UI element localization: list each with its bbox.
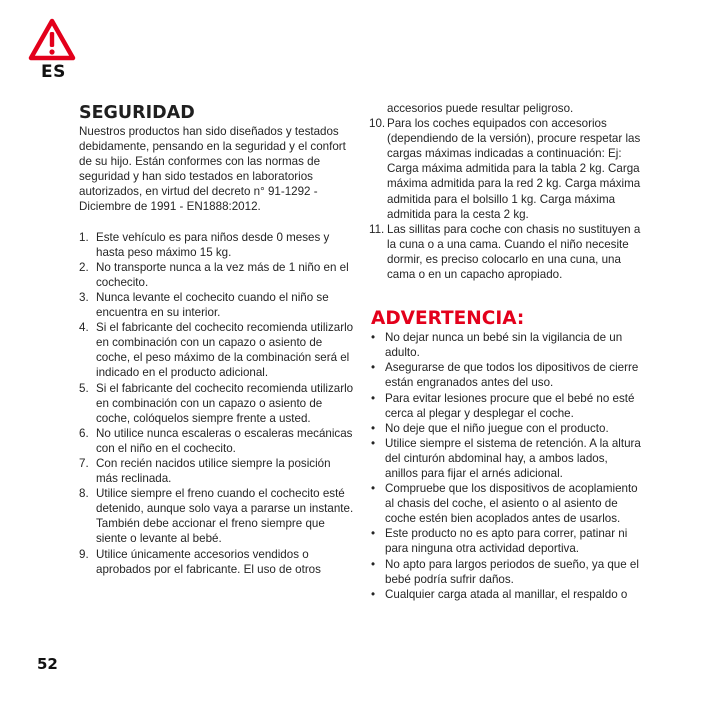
bullet-icon: •	[371, 391, 376, 405]
list-item-number: 10.	[369, 117, 386, 131]
list-item-text: Este producto no es apto para correr, patinar ni para ninguna otra actividad deportiva.	[385, 527, 628, 556]
seguridad-list	[79, 230, 354, 577]
list-item-number: 6.	[79, 426, 89, 440]
warning-triangle-icon	[27, 17, 77, 62]
list-item-text: Compruebe que los dispositivos de acoplamiento al chasis del coche, el asiento o al asiento de coche estén bien acoplados antes de usarlos.	[385, 482, 638, 526]
list-item	[371, 436, 641, 481]
page-number: 52	[37, 655, 58, 673]
list-item	[371, 330, 641, 360]
list-item-text: No deje que el niño juegue con el producto.	[385, 421, 609, 435]
list-item-number: 9.	[79, 547, 89, 561]
seguridad-list-continued	[371, 116, 641, 282]
list-item-text: Utilice siempre el freno cuando el cochecito esté detenido, aunque solo vaya a pararse un instante. También debe accionar el freno siempre que siente o levante al bebé.	[96, 487, 354, 546]
list-item-number: 3.	[79, 290, 89, 304]
list-item	[371, 587, 641, 602]
list-item-number: 11.	[369, 222, 385, 236]
bullet-icon: •	[371, 587, 376, 601]
list-item	[371, 360, 641, 390]
list-item-text: Utilice siempre el sistema de retención. A la altura del cinturón abdominal hay, a ambos lados, anillos para fijar el arnés adicional.	[385, 436, 641, 480]
list-item	[79, 456, 354, 486]
list-item-text: Nunca levante el cochecito cuando el niño se encuentra en su interior.	[96, 290, 329, 320]
list-item-text: Para los coches equipados con accesorios (dependiendo de la versión), procure respetar las cargas máximas indicadas a continuación: Ej: Carga máxima admitida para la tabla 2 kg. Carga máxima admitida para la red 2 kg. Carga máxima admitida para el bolsillo 1 kg. Carga máxima admitida para la cesta 2 kg.	[387, 117, 641, 221]
section-title-advertencia: ADVERTENCIA:	[371, 308, 525, 330]
bullet-icon: •	[371, 482, 376, 496]
bullet-icon: •	[371, 527, 376, 541]
list-item-number: 8.	[79, 487, 89, 501]
list-item-text: Si el fabricante del cochecito recomienda utilizarlo en combinación con un capazo o asiento de coche, el peso máximo de la combinación será el indicado en el producto adicional.	[96, 321, 354, 380]
list-item-text: Utilice únicamente accesorios vendidos o aprobados por el fabricante. El uso de otros	[96, 547, 321, 576]
list-item	[371, 116, 641, 222]
language-code: ES	[41, 62, 66, 82]
list-item	[79, 547, 354, 577]
list-item	[371, 557, 641, 587]
advertencia-list	[371, 330, 641, 602]
list-item-number: 5.	[79, 381, 89, 395]
list-item-number: 7.	[79, 456, 89, 470]
list-item	[79, 486, 354, 546]
list-item-text: Este vehículo es para niños desde 0 meses y hasta peso máximo 15 kg.	[96, 230, 330, 259]
list-item-number: 2.	[79, 260, 89, 274]
list-item-text: Con recién nacidos utilice siempre la posición más reclinada.	[96, 456, 331, 486]
list-item-text: No transporte nunca a la vez más de 1 niño en el cochecito.	[96, 260, 349, 289]
list-item	[79, 426, 354, 456]
bullet-icon: •	[371, 436, 376, 450]
list-item-continuation: accesorios puede resultar peligroso.	[387, 102, 574, 115]
list-item-text: No dejar nunca un bebé sin la vigilancia de un adulto.	[385, 331, 623, 360]
bullet-icon: •	[371, 361, 376, 375]
list-item-number: 4.	[79, 321, 89, 335]
list-item	[371, 391, 641, 421]
list-item	[371, 421, 641, 436]
section-title-seguridad: SEGURIDAD	[79, 103, 195, 123]
right-column	[371, 101, 641, 602]
left-column	[79, 102, 354, 577]
list-item	[79, 230, 354, 260]
list-item	[371, 526, 641, 556]
list-item	[79, 260, 354, 290]
list-item	[79, 290, 354, 320]
list-item-text: No utilice nunca escaleras o escaleras mecánicas con el niño en el cochecito.	[96, 426, 353, 455]
list-item-text: Cualquier carga atada al manillar, el respaldo o	[385, 587, 628, 601]
bullet-icon: •	[371, 421, 376, 435]
list-item	[371, 481, 641, 526]
list-item	[79, 381, 354, 426]
list-item-text: Asegurarse de que todos los dipositivos de cierre están engranados antes del uso.	[385, 361, 639, 390]
list-item-text: Las sillitas para coche con chasis no sustituyen a la cuna o a una cama. Cuando el niño necesite dormir, es preciso colocarlo en una cuna, una cama o en un capacho apropiado.	[387, 222, 641, 282]
list-item	[371, 222, 641, 282]
bullet-icon: •	[371, 557, 376, 571]
seguridad-intro: Nuestros productos han sido diseñados y testados debidamente, pensando en la seguridad y el confort de su hijo. Están conformes con las normas de seguridad y han sido testados en laboratorios autorizados, en virtud del decreto n° 91-1292 - Diciembre de 1991 - EN1888:2012.	[79, 125, 346, 214]
list-item	[79, 320, 354, 380]
list-item-number: 1.	[79, 230, 89, 244]
list-item-text: Si el fabricante del cochecito recomienda utilizarlo en combinación con un capazo o asiento de coche, colóquelos siempre frente a usted.	[96, 381, 354, 425]
list-item-text: No apto para largos periodos de sueño, ya que el bebé podría sufrir daños.	[385, 557, 639, 586]
bullet-icon: •	[371, 331, 376, 345]
list-item-text: Para evitar lesiones procure que el bebé no esté cerca al plegar y desplegar el coche.	[385, 391, 635, 420]
